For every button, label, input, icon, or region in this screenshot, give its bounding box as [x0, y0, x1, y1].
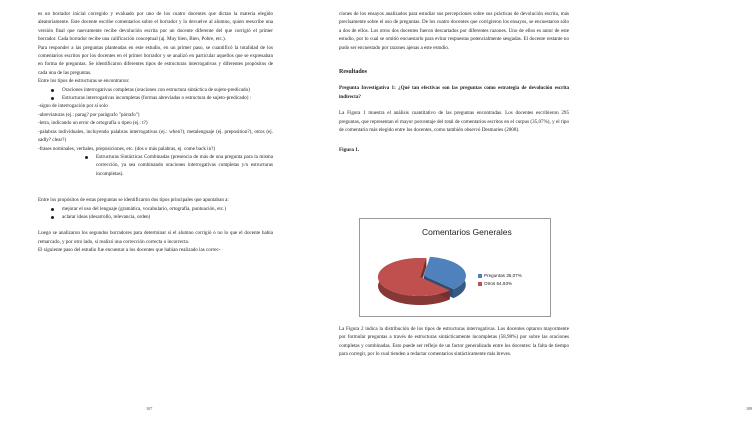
list-line: -abreviaturas (ej.: parag? por parágrafo "párrafo") [38, 111, 140, 118]
list-item: aclarar ideas (desarrollo, relevancia, orden) [38, 213, 273, 221]
legend-swatch [478, 274, 482, 278]
paragraph: Para responder a las preguntas planteadas en este estudio, en un primer paso, se cuantificó la totalidad de los comentarios escritos por los docentes en el primer borrador y se analizó en particular aquellos que se expresaban en forma de preguntas. Se identificaron diferentes tipos de estructuras interrogativas y diferentes propósitos de cada una de las preguntas. [38, 44, 273, 76]
list-item: Estructuras Sintácticas Combinadas (presencia de más de una pregunta para la misma corrección, ya sea combinando oraciones interrogativas completas y/o estructuras incompletas). [38, 153, 273, 178]
page-number: 107 [146, 406, 153, 411]
right-text-column [339, 10, 569, 155]
list-line: -signo de interrogación por sí solo [38, 103, 108, 110]
chart-legend [478, 272, 522, 288]
list-item: Estructuras interrogativas incompletas (formas abreviadas o estructura de sujeto-predicado) : [38, 94, 273, 102]
paragraph: Luego se analizaron los segundos borradores para determinar si el alumno corrigió o no lo que el docente había remarcado, y por otro lado, si realizó una corrección correcta o incorrecta. [38, 230, 273, 245]
chart-title: Comentarios Generales [422, 227, 512, 237]
legend-item [478, 272, 522, 280]
right-text-bottom [339, 325, 569, 359]
paragraph: ciones de los ensayos analizados para estudiar sus percepciones sobre sus prácticas de devolución escrita, más precisamente sobre el uso de preguntas. De los cuatro docentes que corrigieron los ensayos, se encuestaron sólo a dos de ellos. Los otros dos docentes fueron descartados por diferentes razones. Uno de ellos es autor de este estudio, por lo cual se omitió encuestarlo para evitar respuestas potencialmente sesgadas. El docente restante no pudo ser encuestado por razones ajenas a este estudio. [339, 11, 569, 51]
paragraph: Entre los tipos de estructuras se encontraron: [38, 78, 130, 85]
left-text-column [38, 10, 273, 255]
legend-swatch [478, 282, 482, 286]
paragraph: El siguiente paso del estudio fue encuestar a los docentes que habían realizado las correc- [38, 247, 221, 254]
section-title: Resultados [339, 69, 368, 76]
legend-label: Otros 64,93% [484, 281, 513, 286]
paragraph: La Figura 2 indica la distribución de los tipos de estructuras interrogativas. Los docentes optaron mayormente por formular preguntas a través de estructuras sintácticamente incompletas (58,98%) por sobre las oraciones completas y combinadas. Esto puede ser reflejo de un factor generalizado entre los docentes: la falta de tiempo para corregir, por lo cual tienden a redactar comentarios sintácticamente más breves. [339, 326, 569, 358]
paragraph: Entre los propósitos de estas preguntas se identificaron dos tipos principales que apuntaban a: [38, 197, 229, 204]
list-line: -letra, indicando un error de ortografía o tipeo (ej.: t?) [38, 120, 148, 127]
page-number: 108 [746, 406, 752, 411]
legend-label: Preguntas 35,07% [484, 273, 522, 278]
figure-title: Figura 1. [339, 147, 360, 154]
question-heading: Pregunta Investigativa 1: ¿Qué tan efectivas son las preguntas como estrategia de devolución escrita indirecta? [339, 85, 569, 100]
list-item: mejorar el uso del lenguaje (gramática, vocabulario, ortografía, puntuación, etc.) [38, 205, 273, 213]
legend-item [478, 280, 522, 288]
left-page [0, 0, 300, 424]
list-line: -frases nominales, verbales, preposiciones, etc. (dos o más palabras, ej. come back in?) [38, 145, 216, 152]
list-line: -palabras individuales, incluyendo palabras interrogativas (ej.: when?), metalenguaje (ej. preposition?), otros (ej. sadly? clear?) [38, 128, 273, 144]
pie-svg [360, 219, 550, 316]
pie-chart [359, 218, 551, 317]
paragraph: La Figura 1 muestra el análisis cuantitativo de las preguntas encontradas. Los docentes escribieron 295 preguntas, que representan el mayor porcentaje del total de comentarios escritos en el corpus (35,07%), y el tipo de comentario más elegido entre los docentes, como también observó Desmaries (2008). [339, 110, 569, 134]
list-item: Oraciones interrogativas completas (oraciones con estructura sintáctica de sujeto-predicado) [38, 86, 273, 94]
paragraph: es un borrador inicial corregido y evaluado por uno de los cuatro docentes que dictan la materia elegido aleatoriamente. Este docente escribe comentarios sobre el borrador y lo devuelve al alumno, quien reescribe una versión final que nuevamente recibe devolución escrita por un docente diferente del que corrigió el primer borrador. Cada borrador recibe una calificación conceptual (aj. Muy bien, Bien, Pobre, etc.). [38, 11, 273, 43]
